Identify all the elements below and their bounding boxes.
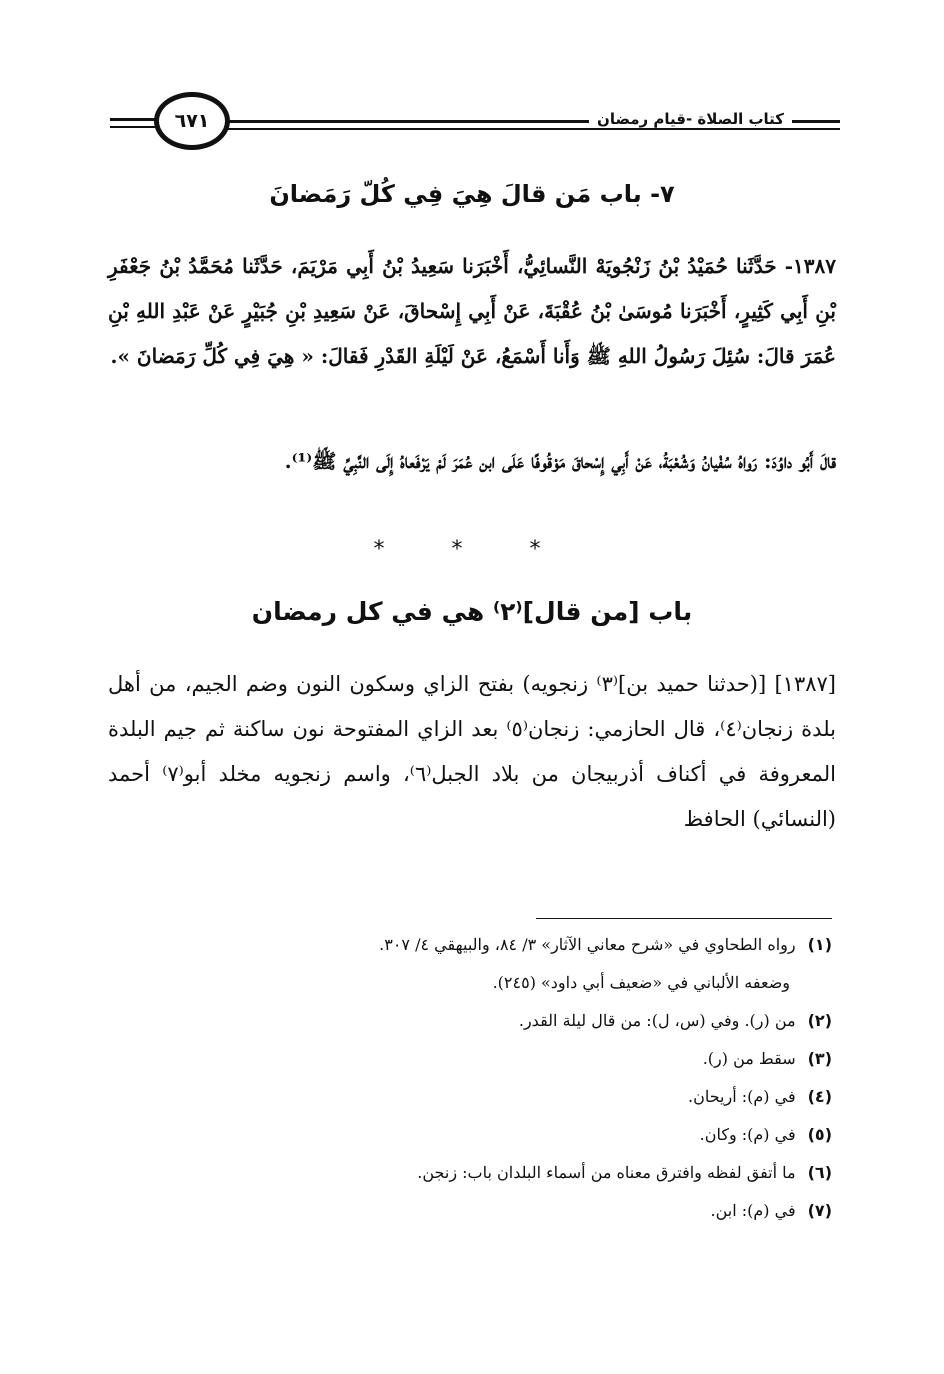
footnote-item: (٥)في (م): وكان. [699, 1125, 832, 1144]
header-rule-left-top [110, 118, 156, 121]
chapter-heading: ٧- باب مَن قالَ هِيَ فِي كُلّ رَمَضانَ [269, 180, 675, 208]
running-title: كتاب الصلاة -قيام رمضان [589, 110, 792, 128]
footnote-item: (٢)من (ر). وفي (س، ل): من قال ليلة القدر. [518, 1011, 832, 1030]
commentary-text: [١٣٨٧] [(حدثنا حميد بن]⁽٣⁾ زنجويه) بفتح الزاي وسكون النون وضم الجيم، من أهل بلدة زنجان⁽٤⁾، قال الحازمي: زنجان⁽٥⁾ بعد الزاي المفتوحة نون ساكنة ثم جيم البلدة المعروفة في أكناف أذربيجان من بلاد الجبل⁽٦⁾، واسم زنجويه مخلد أبو⁽٧⁾ أحمد (النسائي) الحافظ [108, 672, 836, 831]
abu-dawud-note: قالَ أَبُو داوُدَ: رَواهُ سُفْيانُ وَشُعْبَةُ، عَنْ أَبِي إِسْحاقَ مَوْقُوفًا عَلَى ابن عُمَرَ لَمْ يَرْفَعاهُ إِلَى النَّبِيِّ ﷺ⁽¹⁾. [284, 449, 836, 473]
page-number-circle [154, 92, 230, 150]
page-header [110, 90, 840, 160]
footnote-item: (٣)سقط من (ر). [702, 1049, 832, 1068]
footnote-item: (١)رواه الطحاوي في «شرح معاني الآثار» ٣/ ٨٤، والبيهقي ٤/ ٣٠٧. [379, 935, 832, 954]
page-number: ٦٧١ [174, 110, 210, 132]
commentary-heading: باب [من قال]⁽٢⁾ هي في كل رمضان [251, 597, 693, 626]
footnotes [108, 926, 832, 1230]
footnote-item: (٧)في (م): ابن. [710, 1201, 832, 1220]
footnote-item: (٤)في (م): أريحان. [688, 1087, 832, 1106]
footnote-item: وضعفه الألباني في «ضعيف أبي داود» (٢٤٥). [492, 973, 790, 992]
header-rule-left-bottom [110, 126, 156, 128]
footnote-divider [536, 918, 832, 919]
section-separator: * * * [373, 537, 571, 562]
hadith-text: ١٣٨٧- حَدَّثَنا حُمَيْدُ بْنُ زَنْجُويَهْ النَّسائِيُّ، أَخْبَرَنا سَعِيدُ بْنُ أَبِي مَرْيَمَ، حَدَّثَنا مُحَمَّدُ بْنُ جَعْفَرِ بْنِ أَبِي كَثِيرٍ، أَخْبَرَنا مُوسَىٰ بْنُ عُقْبَةَ، عَنْ أَبِي إِسْحاقَ، عَنْ سَعِيدِ بْنِ جُبَيْرٍ عَنْ عَبْدِ اللهِ بْنِ عُمَرَ قالَ: سُئِلَ رَسُولُ اللهِ ﷺ وَأَنا أَسْمَعُ، عَنْ لَيْلَةِ القَدْرِ فَقالَ: « هِيَ فِي كُلِّ رَمَضانَ ». [108, 254, 836, 368]
footnote-item: (٦)ما أتفق لفظه وافترق معناه من أسماء البلدان باب: زنجن. [417, 1163, 832, 1182]
header-rule-right-bottom [228, 128, 840, 130]
